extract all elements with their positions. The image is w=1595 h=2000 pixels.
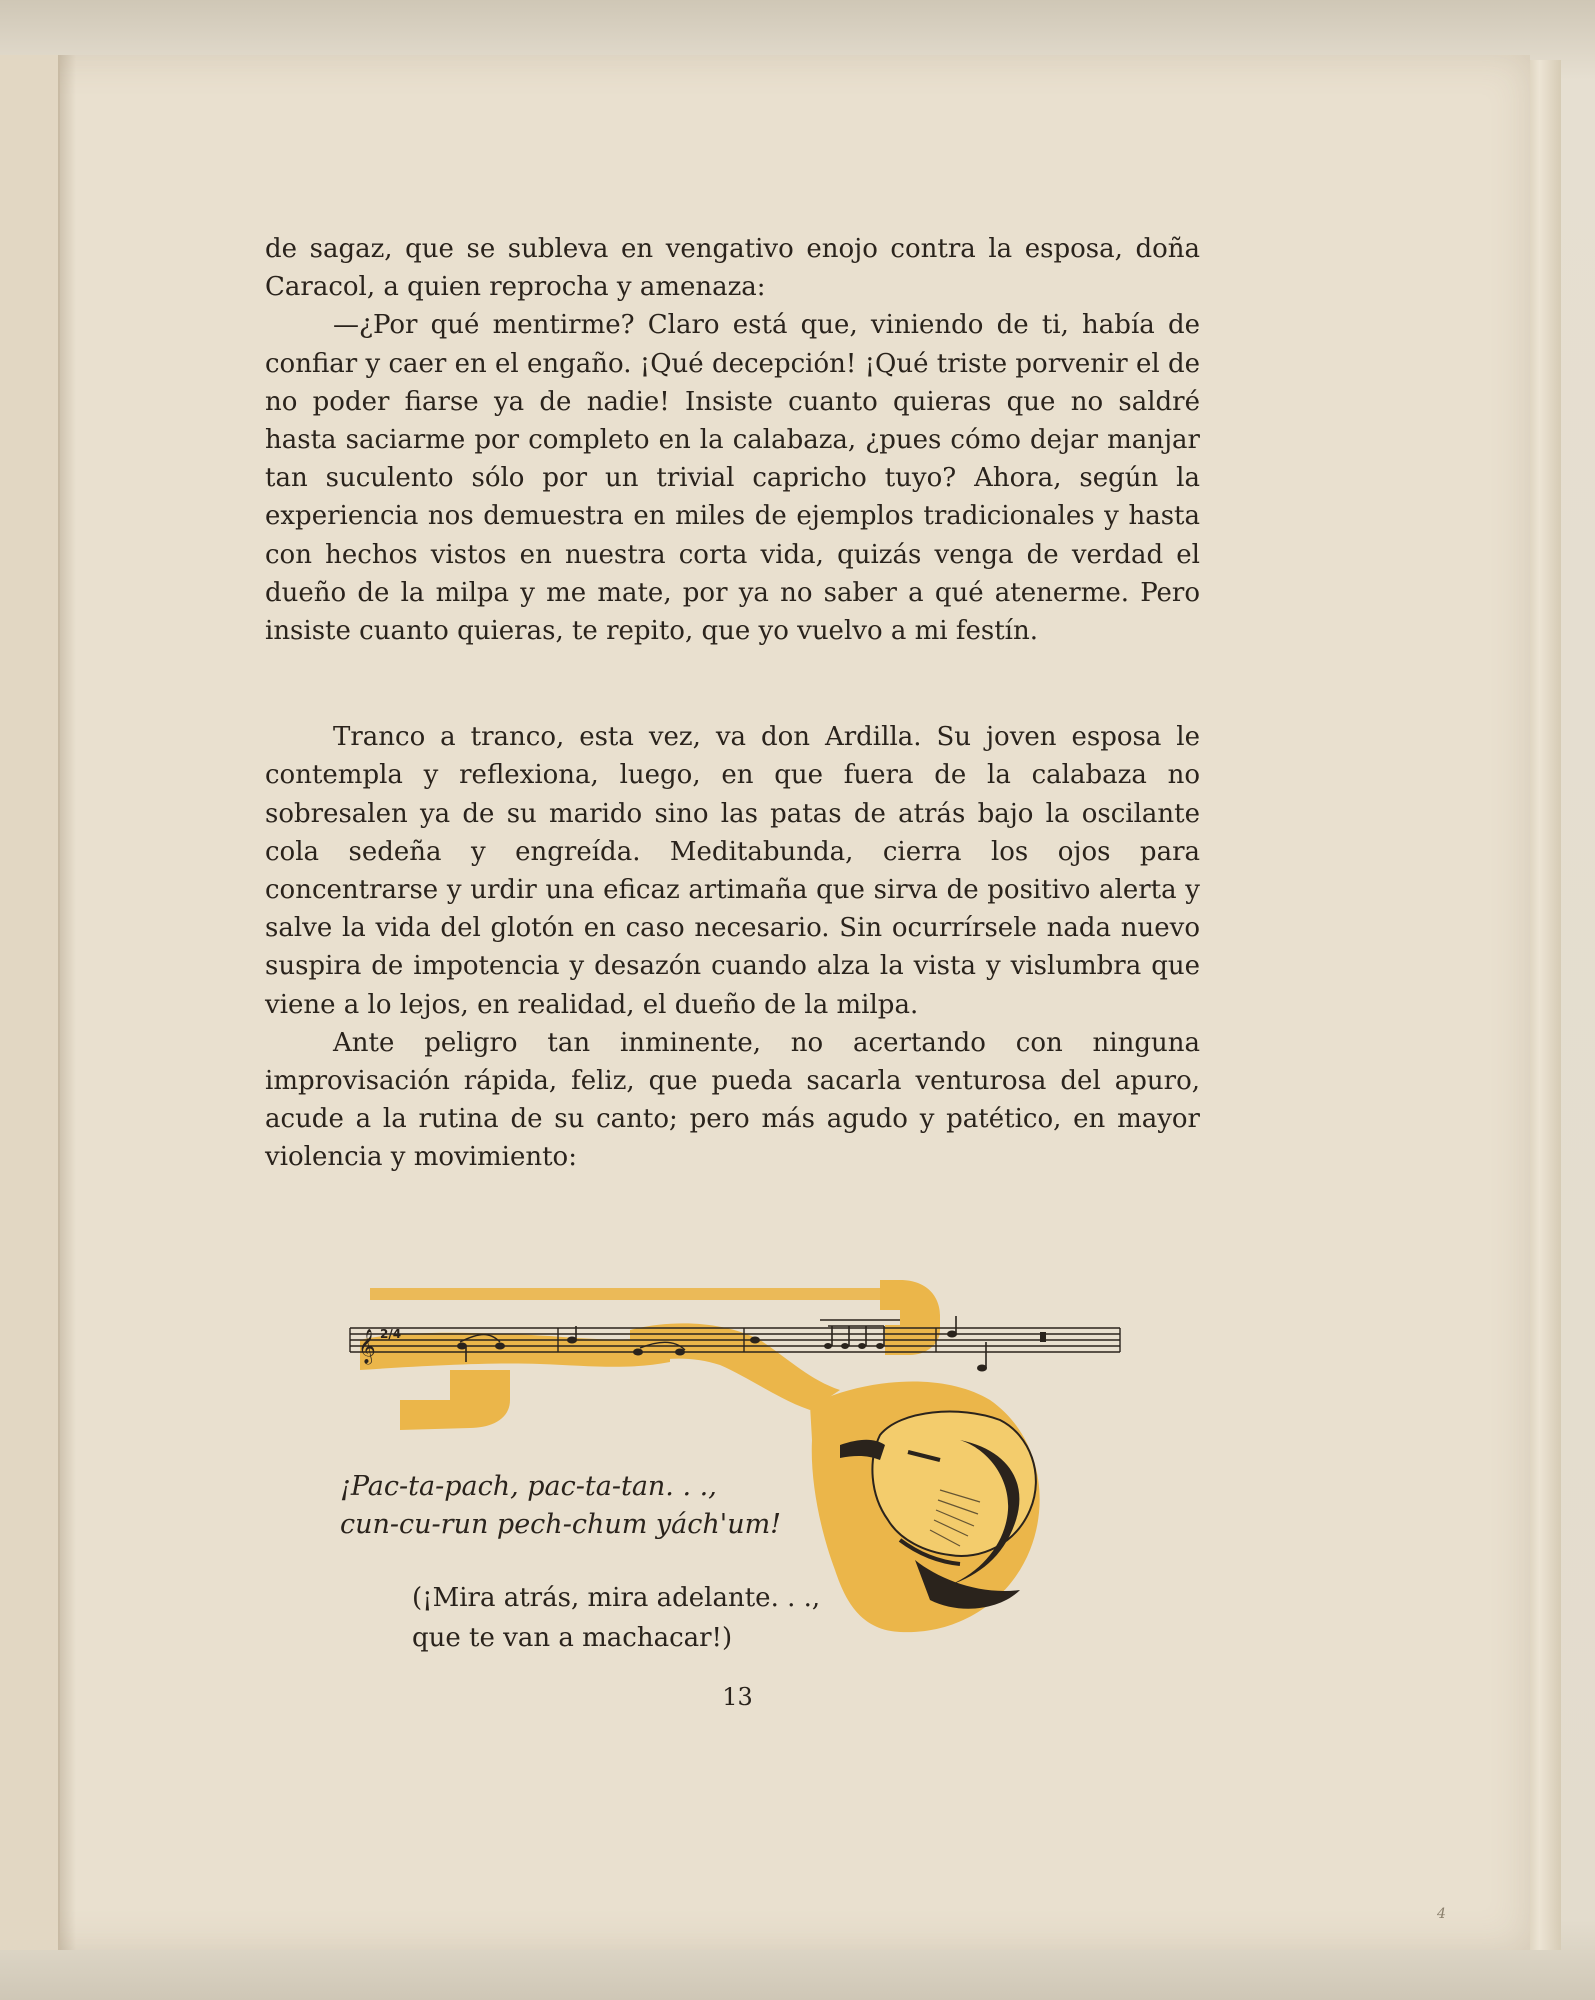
paragraph-2: —¿Por qué mentirme? Claro está que, viniendo de ti, había de confiar y caer en el engaño. ¡Qué decepción! ¡Qué triste porvenir el de no poder fiarse ya de nadie! Insiste cuanto quieras que no saldré hasta saciarme por completo en la calabaza, ¿pues cómo dejar manjar tan suculento sólo por un trivial capricho tuyo? Ahora, según la experiencia nos demuestra en miles de ejemplos tradicionales y hasta con hechos vistos en nuestra corta vida, quizás venga de verdad el dueño de la milpa y me mate, por ya no saber a qué atenerme. Pero insiste cuanto quieras, te repito, que yo vuelvo a mi festín. bbox=[265, 310, 1200, 647]
paragraph-1: de sagaz, que se subleva en vengativo enojo contra la esposa, doña Caracol, a quien reprocha y amenaza: bbox=[265, 234, 1200, 303]
song-translation bbox=[412, 1578, 820, 1658]
page-number: 13 bbox=[722, 1683, 753, 1711]
page-edge bbox=[1525, 60, 1561, 1950]
song-line-2: cun-cu-run pech-chum yách'um! bbox=[340, 1509, 782, 1540]
corner-mark: 4 bbox=[1437, 1906, 1446, 1922]
previous-page-strip bbox=[0, 55, 60, 1950]
translation-line-2: que te van a machacar!) bbox=[412, 1623, 733, 1653]
body-text bbox=[265, 230, 1200, 1177]
paragraph-4: Ante peligro tan inminente, no acertando con ninguna improvisación rápida, feliz, que pueda sacarla venturosa del apuro, acude a la rutina de su canto; pero más agudo y patético, en mayor violencia y movimiento: bbox=[265, 1027, 1200, 1173]
time-signature: 2/4 bbox=[380, 1327, 402, 1341]
translation-line-1: (¡Mira atrás, mira adelante. . ., bbox=[412, 1583, 821, 1613]
treble-clef-icon: 𝄞 bbox=[358, 1329, 376, 1364]
song-line-1: ¡Pac-ta-pach, pac-ta-tan. . ., bbox=[340, 1471, 717, 1502]
paragraph-3: Tranco a tranco, esta vez, va don Ardilla. Su joven esposa le contempla y reflexiona, luego, en que fuera de la calabaza no sobresalen ya de su marido sino las patas de atrás bajo la oscilante cola sedeña y engreída. Meditabunda, cierra los ojos para concentrarse y urdir una eficaz artimaña que sirva de positivo alerta y salve la vida del glotón en caso necesario. Sin ocurrírsele nada nuevo suspira de impotencia y desazón cuando alza la vista y vislumbra que viene a lo lejos, en realidad, el dueño de la milpa. bbox=[265, 722, 1200, 1020]
song-lyrics bbox=[340, 1468, 781, 1544]
book-gutter bbox=[58, 55, 76, 1950]
